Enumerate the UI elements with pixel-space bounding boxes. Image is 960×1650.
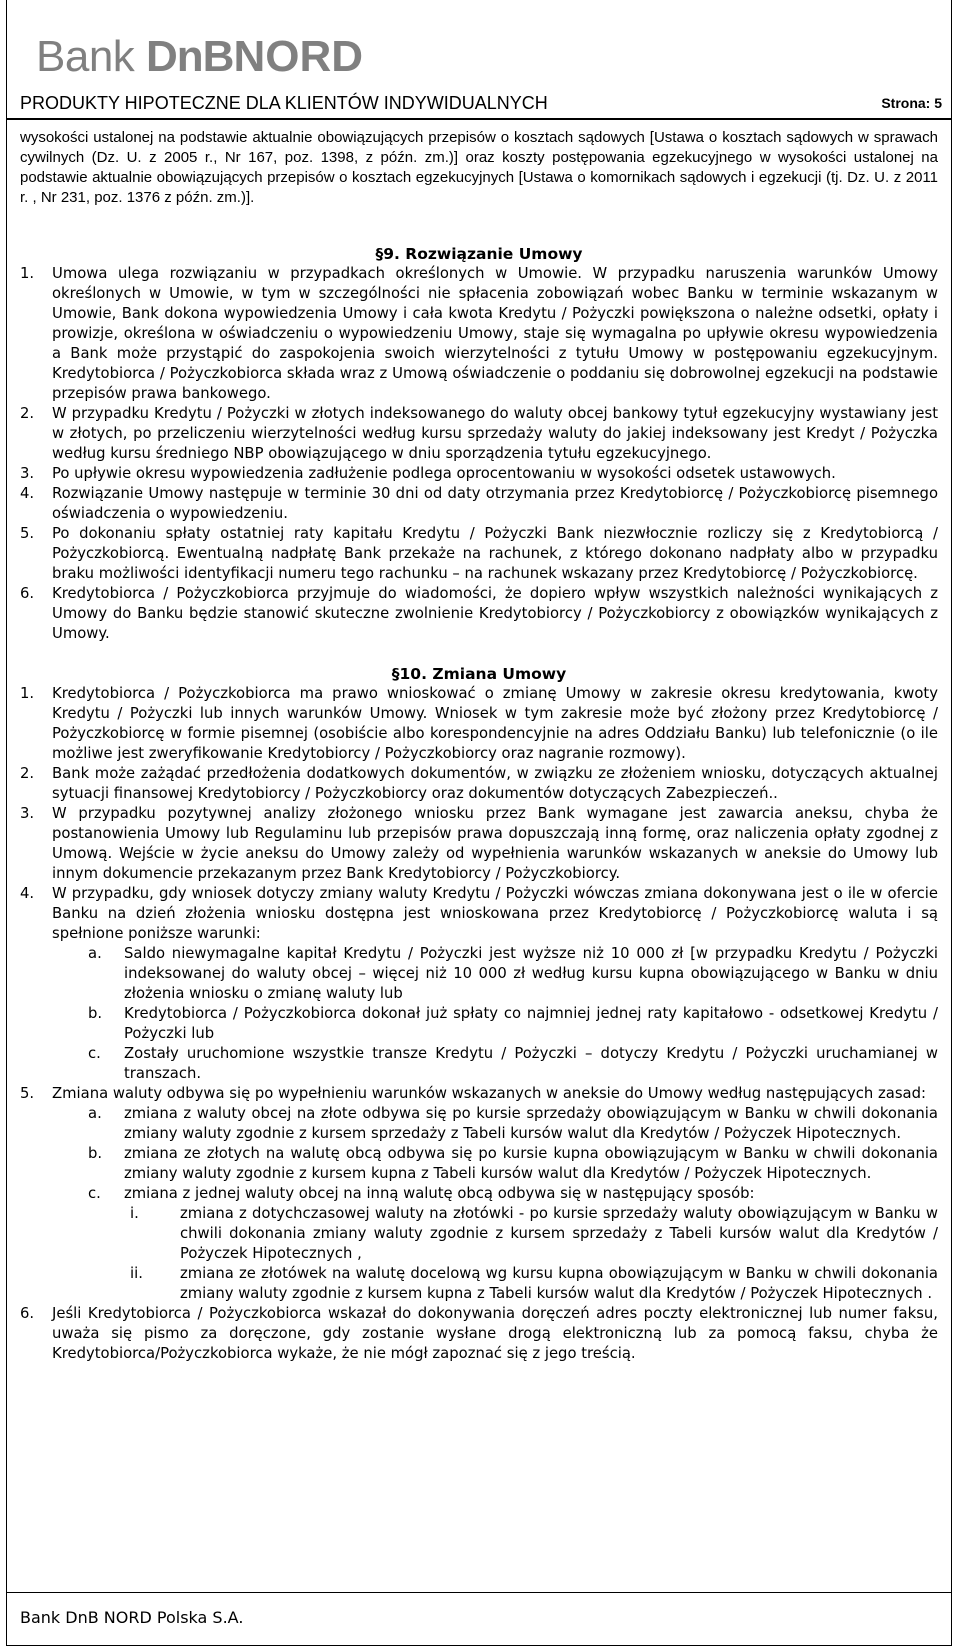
section-9-list <box>20 264 938 644</box>
item-text: W przypadku, gdy wniosek dotyczy zmiany waluty Kredytu / Pożyczki wówczas zmiana dokonywana jest o ile w ofercie Banku na dzień złożenia wniosku dostępna jest wnioskowana przez Kredytobiorcę / Pożyczkobiorcę waluta i są spełnione poniższe warunki: <box>52 885 938 942</box>
item-number: 6. <box>20 585 35 602</box>
item-text: Kredytobiorca / Pożyczkobiorca ma prawo wnioskować o zmianę Umowy w zakresie okresu kredytowania, kwoty Kredytu / Pożyczki lub innych warunków Umowy. Wniosek w tym zakresie może być złożony przez Kredytobiorcę / Pożyczkobiorcę w formie pisemnej (osobiście albo korespondencyjnie na adres Oddziału Banku) lub telefonicznie (o ile możliwe jest zweryfikowanie Kredytobiorcy / Pożyczkobiorcy oraz nagranie rozmowy). <box>52 685 938 762</box>
footer-company-name: Bank DnB NORD Polska S.A. <box>20 1608 244 1627</box>
item-text: zmiana ze złotówek na walutę docelową wg kursu kupna obowiązującym w Banku w chwili dokonania zmiany waluty zgodnie z kursem kupna z Tabeli kursów walut dla Kredytów / Pożyczek Hipotecznych . <box>180 1265 938 1302</box>
item-text: Bank może zażądać przedłożenia dodatkowych dokumentów, w związku ze złożeniem wniosku, dotyczących aktualnej sytuacji finansowej Kredytobiorcy / Pożyczkobiorcy oraz dokumentów dotyczących Zabezpieczeń.. <box>52 765 938 802</box>
item-letter: a. <box>88 945 102 962</box>
sub-item <box>20 1004 938 1044</box>
item-letter: c. <box>88 1045 101 1062</box>
sub-item <box>20 944 938 1004</box>
sub-item <box>20 1044 938 1084</box>
item-number: 5. <box>20 525 35 542</box>
item-number: 4. <box>20 885 35 902</box>
item-letter: c. <box>88 1185 101 1202</box>
item-number: 4. <box>20 485 35 502</box>
list-item <box>20 764 938 804</box>
logo-word-bank: Bank <box>36 32 147 81</box>
list-item <box>20 264 938 404</box>
intro-paragraph: wysokości ustalonej na podstawie aktualnie obowiązujących przepisów o kosztach sądowych [Ustawa o kosztach sądowych w sprawach cywilnych (Dz. U. z 2005 r., Nr 167, poz. 1398, z późn. zm.)] oraz koszty postępowania egzekucyjnego w wysokości ustalonej na podstawie aktualnie obowiązujących przepisów o kosztach egzekucyjnych [Ustawa o komornikach sądowych i egzekucji (tj. Dz. U. z 2011 r. , Nr 231, poz. 1376 z późn. zm.)]. <box>20 129 938 206</box>
item-text: zmiana z dotychczasowej waluty na złotówki - po kursie sprzedaży waluty obowiązującym w Banku w chwili dokonania zmiany waluty zgodnie z kursem sprzedaży z Tabeli kursów walut dla Kredytów / Pożyczek Hipotecznych , <box>180 1205 938 1262</box>
logo-word-nord: NORD <box>233 32 364 81</box>
item-number: 6. <box>20 1305 35 1322</box>
list-item <box>20 684 938 764</box>
item-text: Po upływie okresu wypowiedzenia zadłużenie podlega oprocentowaniu w wysokości odsetek ustawowych. <box>52 465 836 482</box>
section-9-title: §9. Rozwiązanie Umowy <box>375 245 583 263</box>
item-number: 3. <box>20 805 35 822</box>
item-text: zmiana z waluty obcej na złote odbywa się po kursie sprzedaży obowiązującym w Banku w chwili dokonania zmiany waluty zgodnie z kursem sprzedaży z Tabeli kursów walut dla Kredytów / Pożyczek Hipotecznych. <box>124 1105 938 1142</box>
item-number: 2. <box>20 405 35 422</box>
list-item <box>20 484 938 524</box>
list-item <box>20 1304 938 1364</box>
item-number: 1. <box>20 265 35 282</box>
item-text: Zmiana waluty odbywa się po wypełnieniu warunków wskazanych w aneksie do Umowy według następujących zasad: <box>52 1085 926 1102</box>
item-number: 1. <box>20 685 35 702</box>
item-text: Saldo niewymagalne kapitał Kredytu / Pożyczki jest wyższe niż 10 000 zł [w przypadku Kredytu / Pożyczki indeksowanej do waluty obcej – więcej niż 10 000 zł według kursu kupna obowiązującego w Banku w dniu złożenia wniosku o zmianę waluty lub <box>124 945 938 1002</box>
item-text: W przypadku Kredytu / Pożyczki w złotych indeksowanego do waluty obcej bankowy tytuł egzekucyjny wystawiany jest w złotych, po przeliczeniu wierzytelności według kursu sprzedaży waluty do jakiej indeksowany jest Kredyt / Pożyczka według kursu średniego NBP obowiązującego w dniu sporządzenia tytułu egzekucyjnego. <box>52 405 938 462</box>
section-10-list <box>20 684 938 1364</box>
document-title: PRODUKTY HIPOTECZNE DLA KLIENTÓW INDYWIDUALNYCH <box>20 93 548 113</box>
page-number: Strona: 5 <box>881 95 942 111</box>
header-divider <box>6 118 952 120</box>
document-body <box>20 128 938 1364</box>
sub-item <box>20 1184 938 1204</box>
item-letter: b. <box>88 1005 103 1022</box>
item-number: 2. <box>20 765 35 782</box>
sub-item <box>20 1104 938 1144</box>
page-header <box>6 0 952 122</box>
item-text: Zostały uruchomione wszystkie transze Kredytu / Pożyczki – dotyczy Kredytu / Pożyczki uruchamianej w transzach. <box>124 1045 938 1082</box>
item-text: Po dokonaniu spłaty ostatniej raty kapitału Kredytu / Pożyczki Bank niezwłocznie rozliczy się z Kredytobiorcą / Pożyczkobiorcą. Ewentualną nadpłatę Bank przekaże na rachunek, z którego dokonano nadpłaty albo w przypadku braku możliwości identyfikacji numeru tego rachunku – na rachunek wskazany przez Kredytobiorcę / Pożyczkobiorcę. <box>52 525 938 582</box>
logo-word-dnb: DnB <box>146 32 234 81</box>
list-item <box>20 524 938 584</box>
item-roman: ii. <box>130 1265 143 1282</box>
list-item <box>20 404 938 464</box>
section-10-title: §10. Zmiana Umowy <box>391 665 567 683</box>
item-letter: b. <box>88 1145 103 1162</box>
item-text: zmiana ze złotych na walutę obcą odbywa się po kursie kupna obowiązującym w Banku w chwili dokonania zmiany waluty zgodnie z kursem kupna z Tabeli kursów walut dla Kredytów / Pożyczek Hipotecznych. <box>124 1145 938 1182</box>
item-text: Umowa ulega rozwiązaniu w przypadkach określonych w Umowie. W przypadku naruszenia warunków Umowy określonych w Umowie, w tym w szczególności nie spłacenia zobowiązań wobec Banku w terminie wskazanym w Umowie, Bank dokona wypowiedzenia Umowy i cała kwota Kredytu / Pożyczki powiększona o należne odsetki, opłaty i prowizje, określona w oświadczeniu o wypowiedzeniu Umowy, staje się wymagalna po upływie okresu wypowiedzenia a Bank może przystąpić do zaspokojenia swoich wierzytelności z tytułu Umowy w postępowaniu egzekucyjnym. Kredytobiorca / Pożyczkobiorca składa wraz z Umową oświadczenie o poddaniu się dobrowolnej egzekucji na podstawie przepisów prawa bankowego. <box>52 265 938 402</box>
item-text: W przypadku pozytywnej analizy złożonego wniosku przez Bank wymagane jest zawarcia aneksu, chyba że postanowienia Umowy lub Regulaminu lub przepisów prawa dopuszczają inną formę, oraz naliczenia opłaty zgodnej z Umową. Wejście w życie aneksu do Umowy zależy od wypełnienia warunków wskazanych w aneksie do Umowy lub innym dokumencie przekazanym przez Bank Kredytobiorcy / Pożyczkobiorcy. <box>52 805 938 882</box>
item-text: Kredytobiorca / Pożyczkobiorca dokonał już spłaty co najmniej jednej raty kapitałowo - odsetkowej Kredytu / Pożyczki lub <box>124 1005 938 1042</box>
list-item <box>20 804 938 884</box>
item-number: 5. <box>20 1085 35 1102</box>
footer-divider <box>6 1592 952 1593</box>
item-text: Kredytobiorca / Pożyczkobiorca przyjmuje do wiadomości, że dopiero wpływ wszystkich należności wynikających z Umowy do Banku będzie stanowić skuteczne zwolnienie Kredytobiorcy / Pożyczkobiorcy z obowiązków wynikających z Umowy. <box>52 585 938 642</box>
list-item <box>20 464 938 484</box>
item-number: 3. <box>20 465 35 482</box>
item-text: Rozwiązanie Umowy następuje w terminie 30 dni od daty otrzymania przez Kredytobiorcę / Pożyczkobiorcę pisemnego oświadczenia o wypowiedzeniu. <box>52 485 938 522</box>
item-letter: a. <box>88 1105 102 1122</box>
item-text: Jeśli Kredytobiorca / Pożyczkobiorca wskazał do dokonywania doręczeń adres poczty elektronicznej lub numer faksu, uważa się pismo za doręczone, gdy zostanie wysłane drogą elektroniczną lub za pomocą faksu, chyba że Kredytobiorca/Pożyczkobiorca wykaże, że nie mógł zapoznać się z jego treścią. <box>52 1305 938 1362</box>
sub-item <box>20 1144 938 1184</box>
list-item <box>20 584 938 644</box>
bank-logo <box>36 32 363 82</box>
list-item <box>20 1084 938 1104</box>
list-item <box>20 884 938 944</box>
sub-sub-item <box>20 1264 938 1304</box>
item-roman: i. <box>130 1205 139 1222</box>
item-text: zmiana z jednej waluty obcej na inną walutę obcą odbywa się w następujący sposób: <box>124 1185 755 1202</box>
sub-sub-item <box>20 1204 938 1264</box>
